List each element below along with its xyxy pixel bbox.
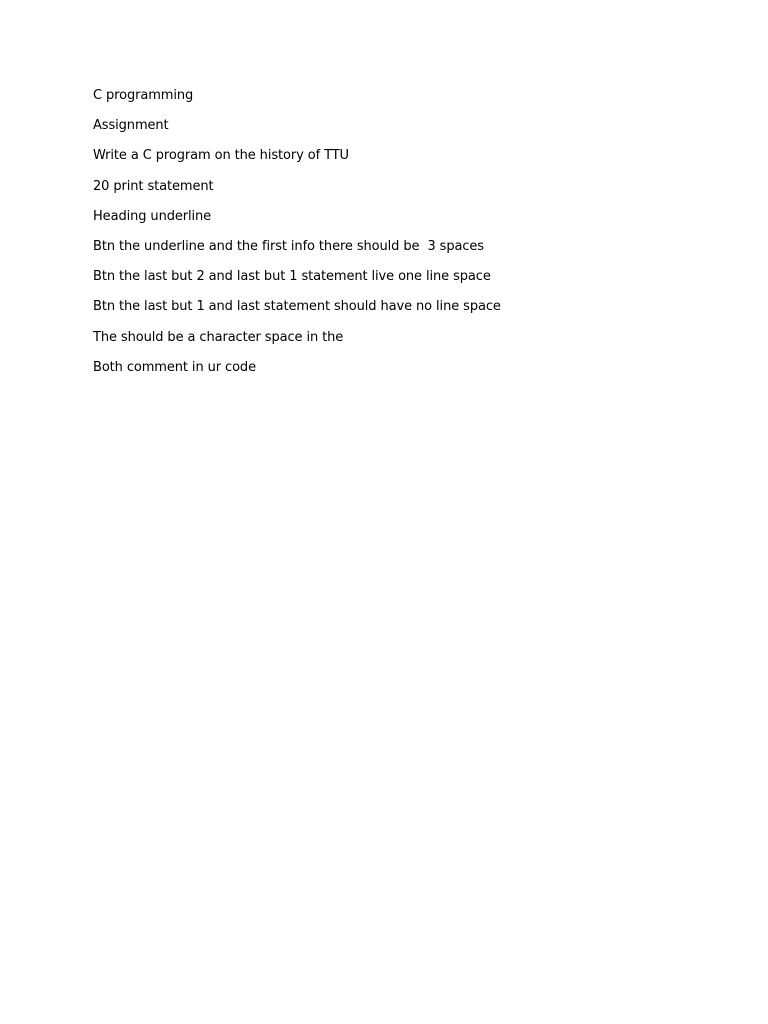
line-spacing-rule-1: Btn the underline and the first info there should be 3 spaces bbox=[93, 238, 484, 254]
line-course-title: C programming bbox=[93, 88, 194, 103]
document-body bbox=[93, 86, 693, 388]
line-task: Write a C program on the history of TTU bbox=[93, 148, 349, 164]
line-comment: Both comment in ur code bbox=[93, 359, 256, 375]
line-spacing-rule-2: Btn the last but 2 and last but 1 statement live one line space bbox=[93, 269, 491, 285]
line-spacing-rule-3: Btn the last but 1 and last statement should have no line space bbox=[93, 299, 501, 315]
line-assignment: Assignment bbox=[93, 118, 169, 134]
line-character-space: The should be a character space in the bbox=[93, 329, 344, 345]
line-print-statement: 20 print statement bbox=[93, 178, 214, 194]
line-heading-underline: Heading underline bbox=[93, 208, 212, 224]
